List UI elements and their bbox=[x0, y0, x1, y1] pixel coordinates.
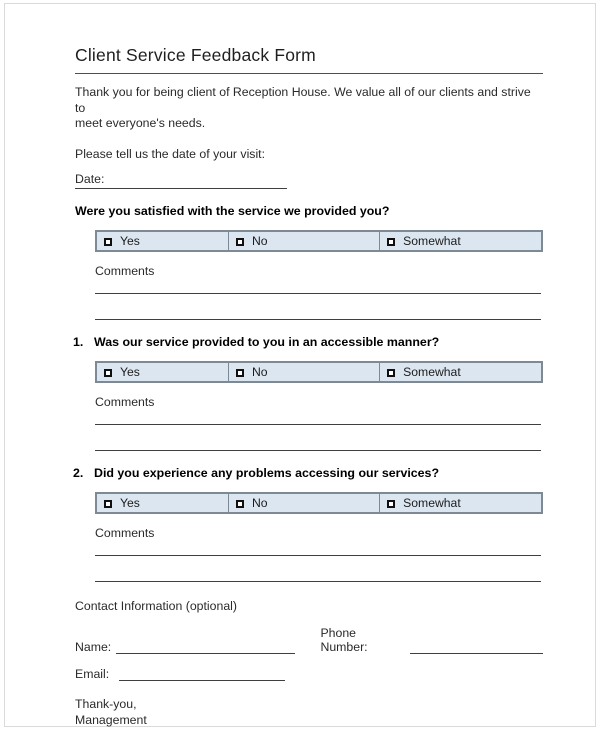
checkbox-icon[interactable] bbox=[387, 500, 395, 508]
name-label: Name: bbox=[75, 639, 112, 654]
question-satisfied bbox=[75, 204, 543, 218]
option-label: No bbox=[251, 364, 268, 379]
option-label: Somewhat bbox=[403, 495, 461, 510]
options-table-satisfied bbox=[95, 230, 543, 252]
question-text: Did you experience any problems accessing our services? bbox=[94, 465, 440, 480]
signoff bbox=[75, 696, 543, 728]
signoff-management: Management bbox=[75, 712, 147, 727]
option-cell-yes[interactable] bbox=[96, 231, 228, 251]
option-label: Yes bbox=[120, 233, 140, 248]
options-table-q2 bbox=[95, 492, 543, 514]
comments-label: Comments bbox=[95, 525, 155, 540]
option-cell-somewhat[interactable] bbox=[380, 231, 542, 251]
option-label: Somewhat bbox=[403, 364, 461, 379]
option-cell-no[interactable] bbox=[228, 362, 379, 382]
email-row bbox=[75, 667, 543, 681]
comment-line[interactable] bbox=[95, 424, 541, 425]
option-cell-no[interactable] bbox=[228, 231, 379, 251]
email-label: Email: bbox=[75, 666, 110, 681]
option-label: No bbox=[251, 495, 268, 510]
name-field[interactable] bbox=[116, 640, 295, 654]
options-row bbox=[96, 493, 542, 513]
checkbox-icon[interactable] bbox=[104, 238, 112, 246]
option-label: Yes bbox=[120, 495, 140, 510]
name-phone-row bbox=[75, 626, 543, 654]
email-field[interactable] bbox=[119, 667, 285, 681]
option-cell-yes[interactable] bbox=[96, 362, 228, 382]
comment-line[interactable] bbox=[95, 450, 541, 451]
options-row bbox=[96, 362, 542, 382]
signoff-thanks: Thank-you, bbox=[75, 696, 137, 711]
option-label: Somewhat bbox=[403, 233, 461, 248]
question-number: 1. bbox=[73, 334, 84, 349]
option-label: No bbox=[251, 233, 268, 248]
comments-label: Comments bbox=[95, 263, 155, 278]
option-cell-somewhat[interactable] bbox=[380, 362, 542, 382]
checkbox-icon[interactable] bbox=[387, 238, 395, 246]
checkbox-icon[interactable] bbox=[387, 369, 395, 377]
page-title: Client Service Feedback Form bbox=[75, 45, 543, 74]
options-row bbox=[96, 231, 542, 251]
option-cell-yes[interactable] bbox=[96, 493, 228, 513]
option-label: Yes bbox=[120, 364, 140, 379]
checkbox-icon[interactable] bbox=[104, 369, 112, 377]
intro-line-1: Thank you for being client of Reception House. We value all of our clients and strive to bbox=[75, 85, 531, 115]
comment-line[interactable] bbox=[95, 555, 541, 556]
intro-line-2: meet everyone's needs. bbox=[75, 116, 206, 130]
question-text: Was our service provided to you in an accessible manner? bbox=[94, 334, 440, 349]
question-1 bbox=[75, 335, 543, 349]
date-label: Date: bbox=[75, 171, 105, 186]
phone-field[interactable] bbox=[410, 640, 543, 654]
date-field[interactable] bbox=[75, 172, 287, 189]
checkbox-icon[interactable] bbox=[236, 500, 244, 508]
options-table-q1 bbox=[95, 361, 543, 383]
contact-heading: Contact Information (optional) bbox=[75, 598, 237, 613]
comment-line[interactable] bbox=[95, 293, 541, 294]
comment-line[interactable] bbox=[95, 581, 541, 582]
checkbox-icon[interactable] bbox=[236, 369, 244, 377]
phone-label: Phone Number: bbox=[320, 625, 368, 654]
question-2 bbox=[75, 466, 543, 480]
intro-text bbox=[75, 85, 543, 132]
option-cell-no[interactable] bbox=[228, 493, 379, 513]
checkbox-icon[interactable] bbox=[104, 500, 112, 508]
question-text: Were you satisfied with the service we provided you? bbox=[75, 203, 390, 218]
question-number: 2. bbox=[73, 465, 84, 480]
option-cell-somewhat[interactable] bbox=[380, 493, 542, 513]
checkbox-icon[interactable] bbox=[236, 238, 244, 246]
comments-label: Comments bbox=[95, 394, 155, 409]
comment-line[interactable] bbox=[95, 319, 541, 320]
date-prompt: Please tell us the date of your visit: bbox=[75, 146, 266, 161]
